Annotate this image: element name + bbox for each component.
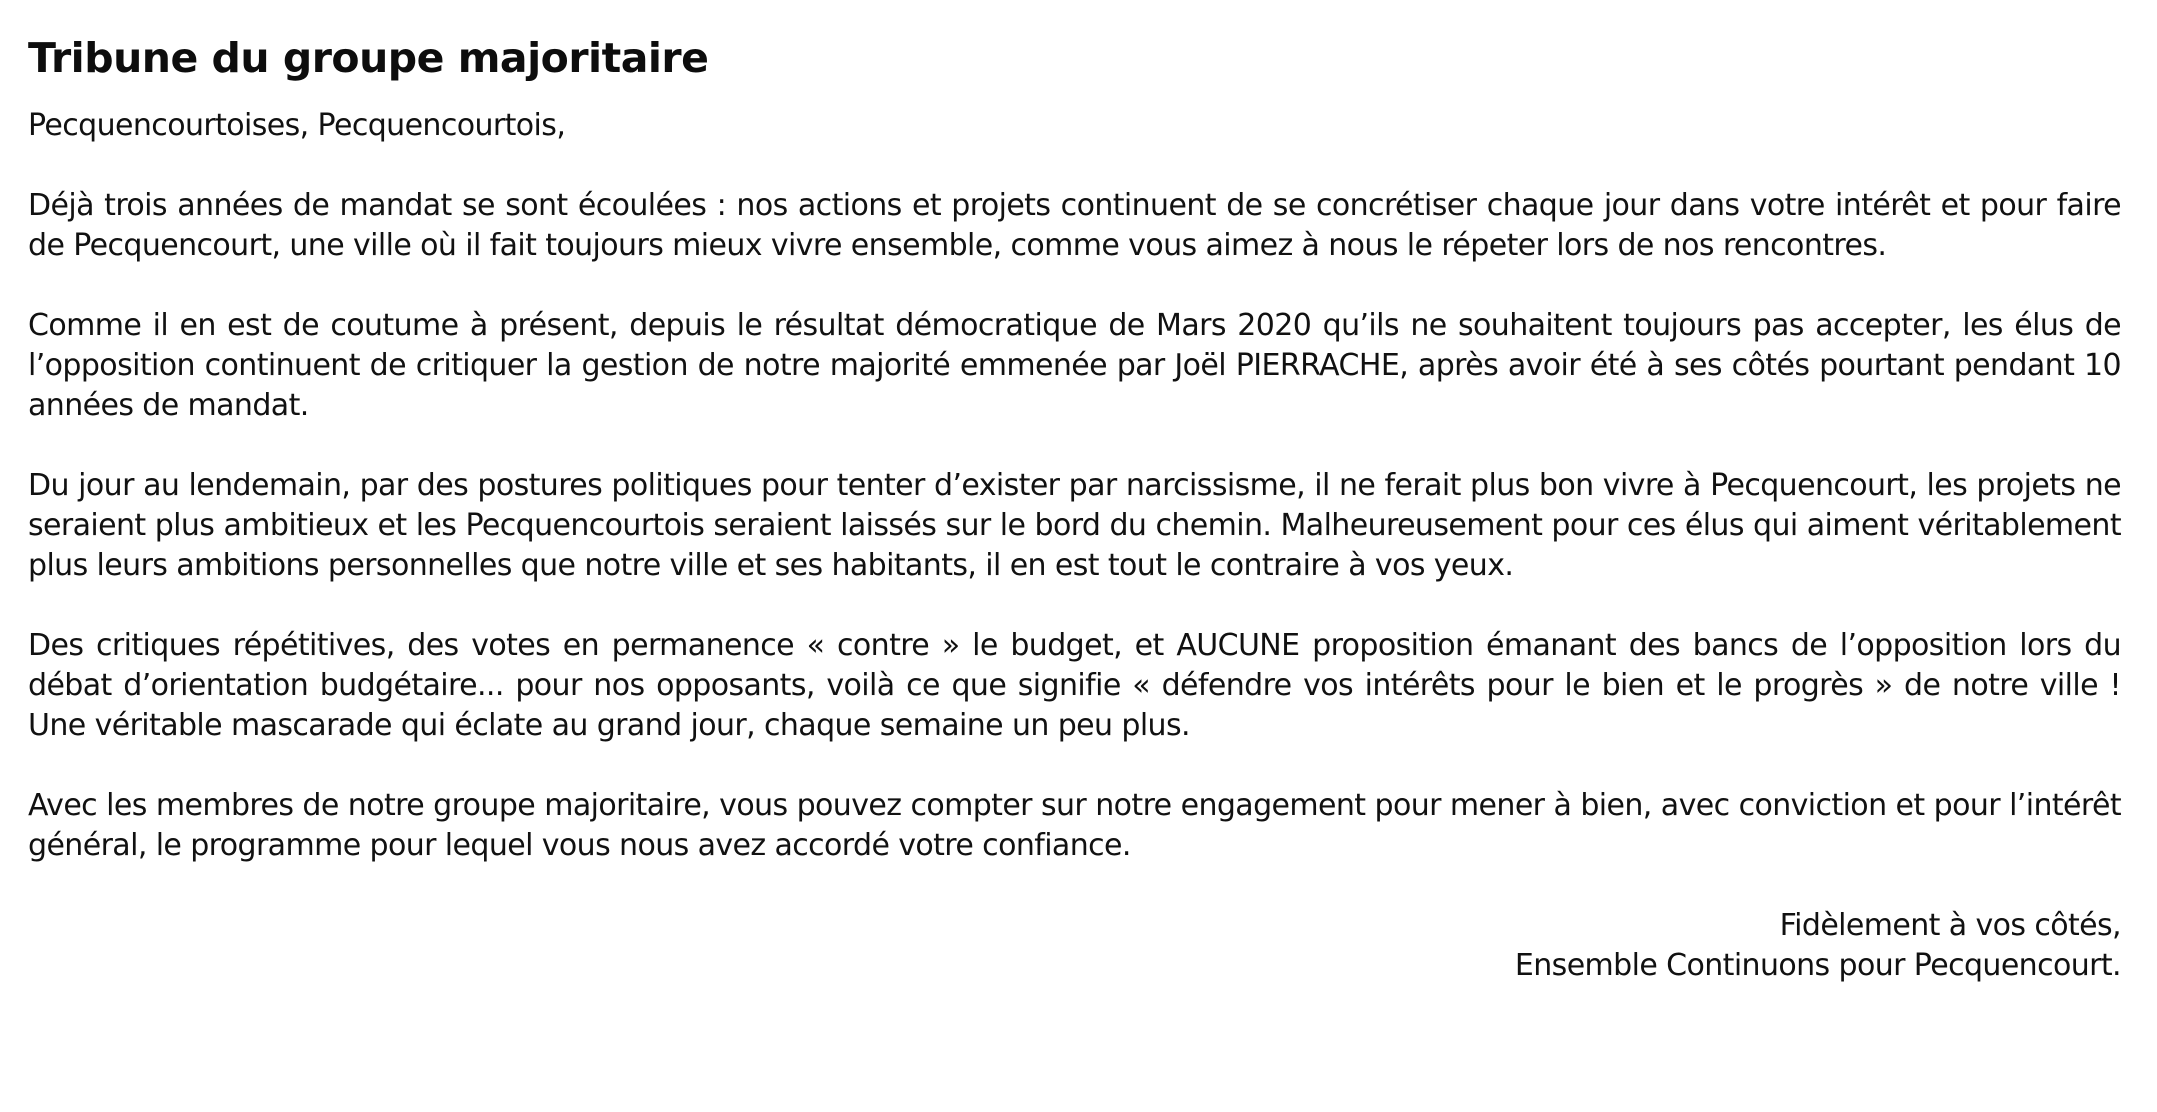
signature-line-1: Fidèlement à vos côtés, [1779,908,2121,943]
paragraph-2: Comme il en est de coutume à présent, depuis le résultat démocratique de Mars 2020 qu’ils ne souhaitent toujours pas accepter, les élus de l’opposition continuent de critiquer la gestion de notre majorité emmenée par Joël PIERRACHE, après avoir été à ses côtés pourtant pendant 10 années de mandat. [28,308,2121,423]
paragraph-4: Des critiques répétitives, des votes en permanence « contre » le budget, et AUCUNE proposition émanant des bancs de l’opposition lors du débat d’orientation budgétaire... pour nos opposants, voilà ce que signifie « défendre vos intérêts pour le bien et le progrès » de notre ville ! Une véritable mascarade qui éclate au grand jour, chaque semaine un peu plus. [28,628,2121,743]
paragraph-1: Déjà trois années de mandat se sont écoulées : nos actions et projets continuent de se concrétiser chaque jour dans votre intérêt et pour faire de Pecquencourt, une ville où il fait toujours mieux vivre ensemble, comme vous aimez à nous le répeter lors de nos rencontres. [28,188,2121,263]
article-title: Tribune du groupe majoritaire [28,34,709,82]
signature [28,906,2121,986]
paragraph-3: Du jour au lendemain, par des postures politiques pour tenter d’exister par narcissisme, il ne ferait plus bon vivre à Pecquencourt, les projets ne seraient plus ambitieux et les Pecquencourtois seraient laissés sur le bord du chemin. Malheureusement pour ces élus qui aiment véritablement plus leurs ambitions personnelles que notre ville et ses habitants, il en est tout le contraire à vos yeux. [28,468,2121,583]
paragraph-5: Avec les membres de notre groupe majoritaire, vous pouvez compter sur notre engagement pour mener à bien, avec conviction et pour l’intérêt général, le programme pour lequel vous nous avez accordé votre confiance. [28,788,2121,863]
signature-line-2: Ensemble Continuons pour Pecquencourt. [1514,948,2121,983]
salutation: Pecquencourtoises, Pecquencourtois, [28,108,566,143]
article [28,30,2121,986]
